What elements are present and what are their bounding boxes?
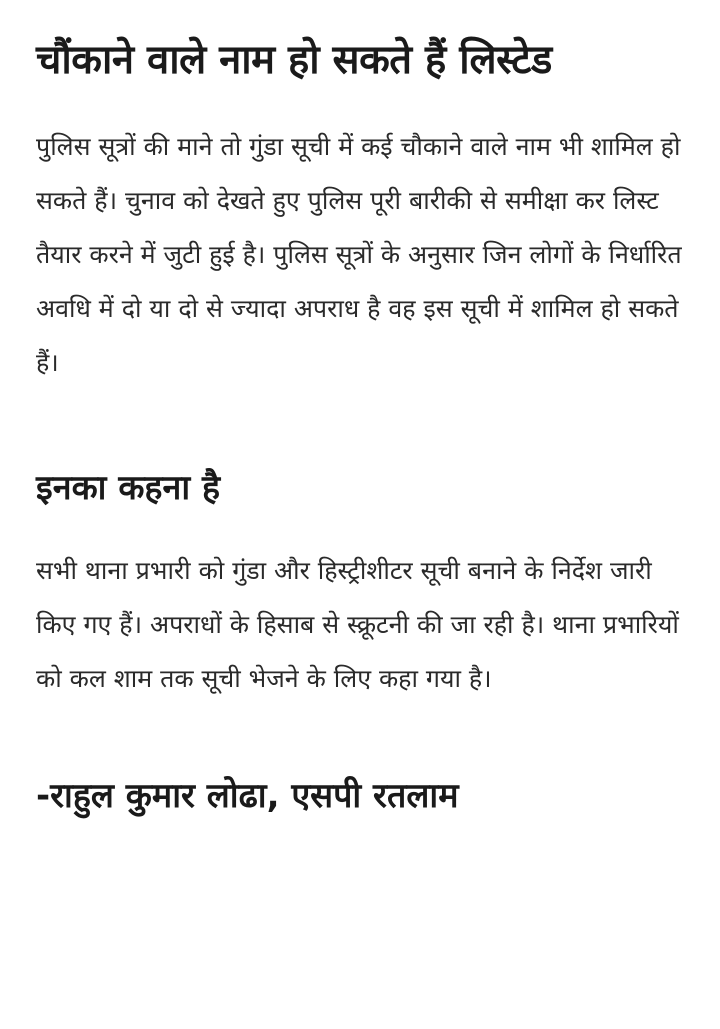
article-body xyxy=(36,30,692,824)
article-paragraph-2: सभी थाना प्रभारी को गुंडा और हिस्ट्रीशीटर सूची बनाने के निर्देश जारी किए गए हैं। अपराधों के हिसाब से स्क्रूटनी की जा रही है। थाना प्रभारियों को कल शाम तक सूची भेजने के लिए कहा गया है। xyxy=(36,556,679,693)
article-heading: चौंकाने वाले नाम हो सकते हैं लिस्टेड xyxy=(36,37,552,83)
article-byline: -राहुल कुमार लोढा, एसपी रतलाम xyxy=(36,776,459,816)
article-paragraph-1: पुलिस सूत्रों की माने तो गुंडा सूची में कई चौकाने वाले नाम भी शामिल हो सकते हैं। चुनाव को देखते हुए पुलिस पूरी बारीकी से समीक्षा कर लिस्ट तैयार करने में जुटी हुई है। पुलिस सूत्रों के अनुसार जिन लोगों के निर्धारित अवधि में दो या दो से ज्यादा अपराध है वह इस सूची में शामिल हो सकते हैं। xyxy=(36,132,682,377)
article-subheading: इनका कहना है xyxy=(36,468,221,508)
